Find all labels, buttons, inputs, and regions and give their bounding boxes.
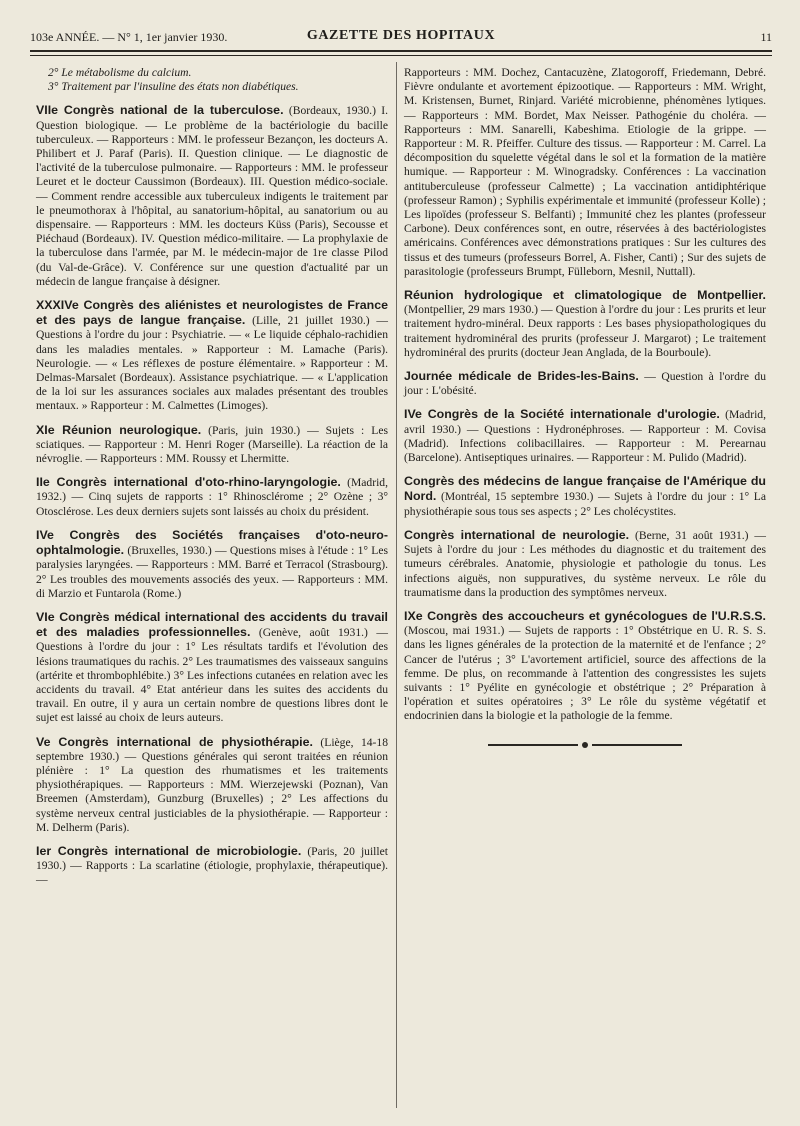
congress-body: (Lille, 21 juillet 1930.) — Questions à l'ordre du jour : Psychiatrie. — « Le liquide céphalo-rachidien dans les maladies mentales. » Rapporteur : M. Lamache (Paris). Neurologie. — « Les réflexes de posture élémentaire. » Rapporteur : M. Delmas-Marsalet (Bordeaux). Assistance psychiatrique. — « L'application de la loi sur les assurances sociales aux malades présentant des troubles mentaux. » Rapporteur : M. Calmettes (Limoges).: [36, 314, 388, 413]
journal-title: GAZETTE DES HOPITAUX: [306, 28, 496, 43]
header-rule-thin: [30, 55, 772, 56]
congress-body: (Berne, 31 août 1931.) — Sujets à l'ordre du jour : Les méthodes du diagnostic et du traitement des tumeurs cérébrales. Anatomie, physiologie et pathologie du tonus. Les infections aiguës, non suppuratives, du système nerveux. Le rôle du traumatisme dans la production des symptômes nerveux.: [404, 528, 766, 599]
congress-entry: [404, 609, 766, 724]
congress-heading: IXe Congrès des accoucheurs et gynécologues de l'U.R.S.S.: [404, 608, 766, 623]
congress-body: Rapporteurs : MM. Dochez, Cantacuzène, Zlatogoroff, Friedemann, Debré. Fièvre ondulante et avortement épizootique. — Rapporteurs : MM. Wright, M. Kristensen, Burnet, Rinjard. Variété microbienne, phénomènes lytiques. — Rapporteurs : MM. Bordet, Max Neisser. Pathogénie du choléra. — Rapporteurs : MM. Sanarelli, Kabeshima. Etiologie de la grippe. — Rapporteur : M. R. Pfeiffer. Culture des tissus. — Rapporteur : M. Carrel. La décomposition du squelette végétal dans le sol et la formation de la matière humique. — Rapporteur : M. Winogradsky. Conférences : La vaccination antituberculeuse (professeur Calmette) ; La vaccination antidiphtérique (professeur Ramon) ; Syphilis expérimentale et immunité (professeur Kolle) ; Les lipoïdes (professeur S. Belfanti) ; Immunité chez les plantes (professeur Carbone). Deux conférences sont, en outre, réservées à des bactériologistes américains. Conférences avec démonstrations pratiques : Sur les cultures des tissus et des tumeurs (professeurs Borrel, A. Fisher, Canti) ; Sur des sujets de parasitologie (professeurs Brumpt, Fülleborn, Mesnil, Nuttall).: [404, 66, 766, 278]
header-rule: [30, 50, 772, 52]
congress-body: (Bordeaux, 1930.) I. Question biologique. — Le problème de la bactériologie du bacille tuberculeux. — Rapporteurs : MM. le professeur Bezançon, les docteurs A. Philibert et J. Paraf (Paris). II. Question clinique. — Le diagnostic de l'activité de la tuberculose pulmonaire. — Rapporteurs : MM. le professeur Leuret et le docteur Caussimon (Bordeaux). III. Question médico-sociale. — Comment rendre accessible aux tuberculeux indigents le traitement par le pneumothorax à l'hôpital, au sanatorium-hôpital, au sanatorium ou au dispensaire. — Rapporteurs : MM. les docteurs Küss (Paris), Secousse et Piéchaud (Bordeaux). IV. Question médico-militaire. — La prophylaxie de la tuberculose dans l'armée, par M. le médecin-major de 1re classe Pilod (du Val-de-Grâce). V. Conférence sur une question d'actualité par un médecin de langue française à désigner.: [36, 104, 388, 288]
congress-heading: VIIe Congrès national de la tuberculose.: [36, 103, 284, 118]
congress-body: (Moscou, mai 1931.) — Sujets de rapports : 1° Obstétrique en U. R. S. S. dans les lignes générales de la protection de la maternité et de l'enfance ; 2° Cancer de l'utérus ; 3° L'avortement artificiel, source des affections de la femme. De plus, on recommande à l'attention des congressistes les sujets suivants : 1° Pyélite en gynécologie et obstétrique ; 2° Préparation à l'opération et suites opératoires ; 3° Le rôle du système végétatif et endocrinien dans la biologie et la pathologie de la femme.: [404, 624, 766, 723]
congress-entry: [36, 298, 388, 414]
left-column: [36, 66, 388, 1104]
end-ornament: [404, 738, 766, 752]
congress-body: (Madrid, avril 1930.) — Questions : Hydronéphroses. — Rapporteur : M. Covisa (Madrid). Infections colibacillaires. — Rapporteur : M. Perearnau (Barcelone). Antiseptiques urinaires. — Rapporteur : M. Pulido (Madrid).: [404, 408, 766, 465]
congress-entry: [36, 423, 388, 467]
congress-body: — Question à l'ordre du jour : L'obésité.: [404, 370, 766, 398]
congress-entry: [36, 844, 388, 888]
page-header: [30, 26, 772, 52]
congress-heading: IVe Congrès de la Société internationale d'urologie.: [404, 407, 720, 422]
congress-entry: [404, 369, 766, 398]
congress-heading: Congrès des médecins de langue française de l'Amérique du Nord.: [404, 474, 766, 504]
congress-body: (Genève, août 1931.) — Questions à l'ordre du jour : 1° Les résultats tardifs et l'évolution des lésions traumatiques du rachis. 2° Les traumatismes des vaisseaux sanguins (artérite et thrombophlébite.) 3° Les infections cutanées en relation avec les accidents du travail. 4° Etat antérieur dans les suites des accidents du travail. En outre, il y aura un certain nombre de questions libres dont le sujet est laissé au choix de leurs auteurs.: [36, 626, 388, 725]
congress-entry: [36, 735, 388, 835]
issue-line: 103e ANNÉE. — N° 1, 1er janvier 1930.: [30, 30, 228, 44]
congress-heading: XXXIVe Congrès des aliénistes et neurologistes de France et des pays de langue française.: [36, 298, 388, 328]
congress-body: (Montréal, 15 septembre 1930.) — Sujets à l'ordre du jour : 1° La physiothérapie sous tous ses aspects ; 2° Les cholécystites.: [404, 490, 766, 518]
congress-entry: [404, 66, 766, 279]
congress-heading: Congrès international de neurologie.: [404, 527, 630, 542]
congress-body: (Liège, 14-18 septembre 1930.) — Questions générales qui seront traitées en réunion plénière : 1° La question des rhumatismes et les traitements physiothérapiques. — Rapporteurs : MM. Wierzejewski (Poznan), Van Breemen (Amsterdam), Gunzburg (Bruxelles) ; 2° Les affections du système nerveux central justiciables de la physiothérapie. — Rapporteur : M. Delherm (Paris).: [36, 735, 388, 834]
section-item: 2° Le métabolisme du calcium.: [48, 66, 192, 79]
right-column: [404, 66, 766, 1104]
congress-entry: [36, 528, 388, 601]
congress-entry: [36, 475, 388, 519]
congress-heading: VIe Congrès médical international des accidents du travail et des maladies professionnelles.: [36, 609, 388, 640]
congress-heading: IVe Congrès des Sociétés françaises d'oto-neuro-ophtalmologie.: [36, 527, 388, 558]
congress-heading: XIe Réunion neurologique.: [36, 422, 202, 437]
congress-body: (Paris, 20 juillet 1930.) — Rapports : La scarlatine (étiologie, prophylaxie, thérapeutique). —: [36, 844, 388, 887]
congress-entry: [404, 288, 766, 360]
congress-heading: Réunion hydrologique et climatologique de Montpellier.: [404, 288, 766, 303]
congress-entry: [36, 610, 388, 726]
congress-heading: Journée médicale de Brides-les-Bains.: [404, 369, 639, 384]
congress-entry: [36, 103, 388, 289]
section-item: 3° Traitement par l'insuline des états non diabétiques.: [48, 80, 299, 94]
congress-heading: IIe Congrès international d'oto-rhino-laryngologie.: [36, 475, 341, 490]
congress-entry: [404, 407, 766, 465]
congress-body: (Madrid, 1932.) — Cinq sujets de rapports : 1° Rhinosclérome ; 2° Ozène ; 3° Otosclérose. Les deux derniers sujets sont laissés au choix du président.: [36, 476, 388, 518]
page-number: 11: [760, 30, 772, 44]
congress-entry: [404, 528, 766, 600]
congress-body: (Montpellier, 29 mars 1930.) — Question à l'ordre du jour : Les prurits et leur traitement hydro-minéral. Deux rapports : Les bases physiopathologiques du traitement hydrominéral des prurits (professeur J. Margarot) ; Le traitement hydrominéral des prurits (docteur Jean Anglada, de la Bourboule).: [404, 303, 766, 359]
congress-heading: Ve Congrès international de physiothérapie.: [36, 734, 313, 749]
column-divider: [396, 62, 397, 1108]
congress-entry: [404, 474, 766, 519]
congress-body: (Bruxelles, 1930.) — Questions mises à l'étude : 1° Les paralysies laryngées. — Rapporteurs : MM. Barré et Terracol (Strasbourg). 2° Les troubles des mouvements associés des yeux. — Rapporteurs : MM. di Marzio et Funtarola (Rome.): [36, 544, 388, 600]
congress-heading: Ier Congrès international de microbiologie.: [36, 843, 302, 858]
congress-body: (Paris, juin 1930.) — Sujets : Les sciatiques. — Rapporteur : M. Henri Roger (Marseille). La réaction de la névroglie. — Rapporteurs : MM. Roussy et Lhermitte.: [36, 423, 388, 466]
